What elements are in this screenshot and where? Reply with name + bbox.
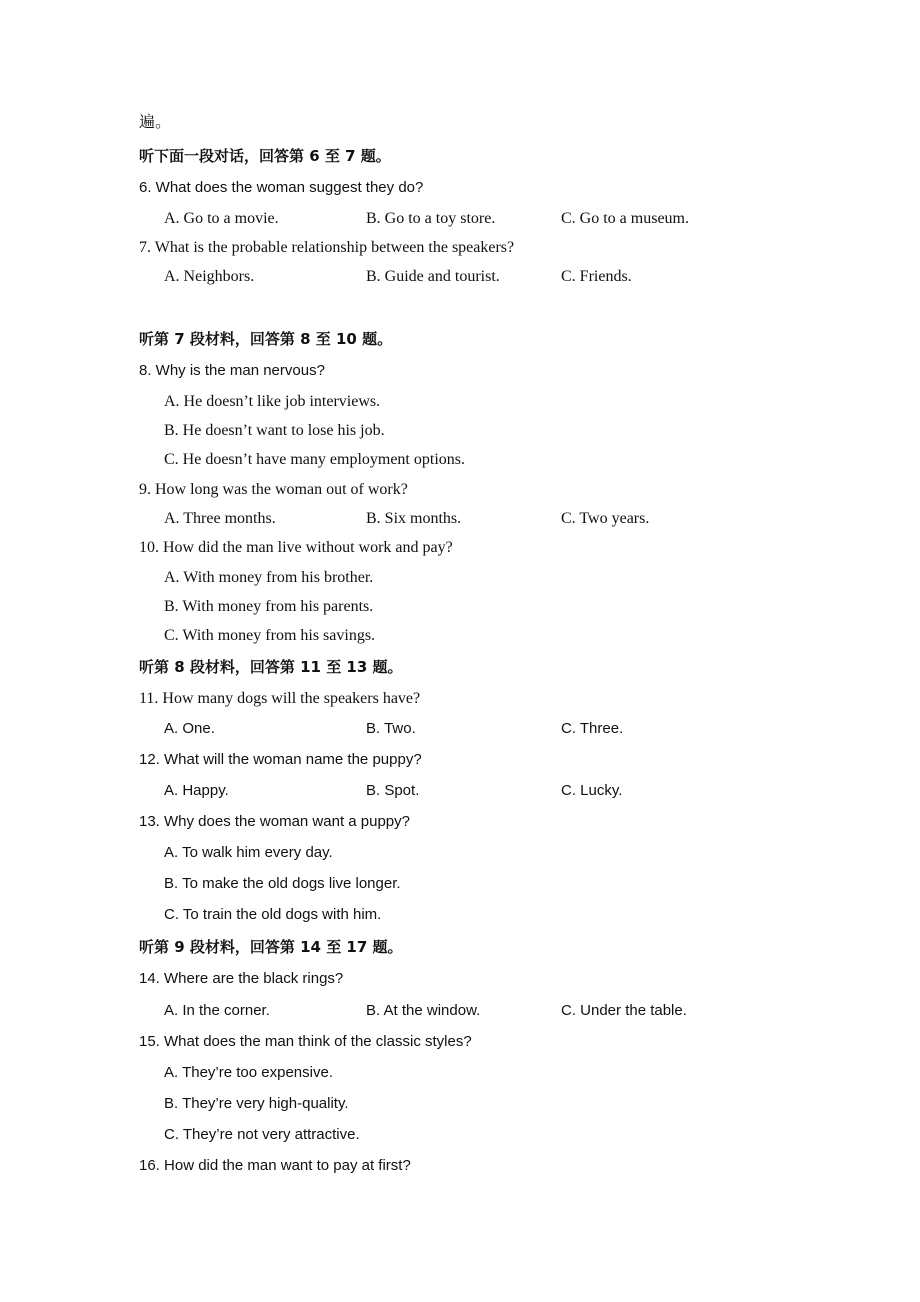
question-text: 11. How many dogs will the speakers have?	[139, 690, 421, 707]
option-a: A. In the corner.	[164, 1002, 270, 1019]
option-a: A. To walk him every day.	[164, 844, 333, 861]
question-text: 7. What is the probable relationship between the speakers?	[139, 239, 515, 256]
question-text: 13. Why does the woman want a puppy?	[139, 813, 410, 830]
question-text: 15. What does the man think of the classic styles?	[139, 1033, 472, 1050]
option-b: B. Spot.	[366, 782, 420, 799]
option-b: B. He doesn’t want to lose his job.	[164, 422, 385, 439]
section-heading: 听第 8 段材料，回答第 11 至 13 题。	[139, 658, 403, 676]
option-b: B. With money from his parents.	[164, 598, 374, 615]
section-heading: 听下面一段对话，回答第 6 至 7 题。	[139, 147, 391, 165]
option-a: A. One.	[164, 720, 215, 737]
option-c: C. He doesn’t have many employment options.	[164, 451, 465, 468]
question-text: 8. Why is the man nervous?	[139, 362, 325, 379]
option-a: A. Three months.	[164, 510, 276, 527]
option-c: C. Three.	[561, 720, 624, 737]
option-b: B. Go to a toy store.	[366, 210, 496, 227]
section-heading: 听第 9 段材料，回答第 14 至 17 题。	[139, 938, 403, 956]
carryover-text: 遍。	[139, 114, 172, 131]
option-c: C. Under the table.	[561, 1002, 687, 1019]
question-text: 12. What will the woman name the puppy?	[139, 751, 422, 768]
question-text: 16. How did the man want to pay at first?	[139, 1157, 411, 1174]
option-c: C. Go to a museum.	[561, 210, 689, 227]
option-a: A. Neighbors.	[164, 268, 255, 285]
option-a: A. Go to a movie.	[164, 210, 279, 227]
option-c: C. Lucky.	[561, 782, 623, 799]
option-c: C. To train the old dogs with him.	[164, 906, 382, 923]
question-text: 9. How long was the woman out of work?	[139, 481, 408, 498]
option-b: B. To make the old dogs live longer.	[164, 875, 401, 892]
option-c: C. Friends.	[561, 268, 632, 285]
question-text: 6. What does the woman suggest they do?	[139, 179, 424, 196]
section-heading: 听第 7 段材料，回答第 8 至 10 题。	[139, 330, 393, 348]
option-c: C. With money from his savings.	[164, 627, 376, 644]
option-b: B. At the window.	[366, 1002, 481, 1019]
question-text: 10. How did the man live without work and pay?	[139, 539, 453, 556]
question-text: 14. Where are the black rings?	[139, 970, 344, 987]
option-b: B. They’re very high-quality.	[164, 1095, 349, 1112]
option-a: A. With money from his brother.	[164, 569, 374, 586]
option-a: A. Happy.	[164, 782, 229, 799]
option-c: C. They’re not very attractive.	[164, 1126, 360, 1143]
option-b: B. Guide and tourist.	[366, 268, 500, 285]
option-a: A. They’re too expensive.	[164, 1064, 333, 1081]
option-a: A. He doesn’t like job interviews.	[164, 393, 381, 410]
option-b: B. Six months.	[366, 510, 462, 527]
option-c: C. Two years.	[561, 510, 650, 527]
option-b: B. Two.	[366, 720, 416, 737]
